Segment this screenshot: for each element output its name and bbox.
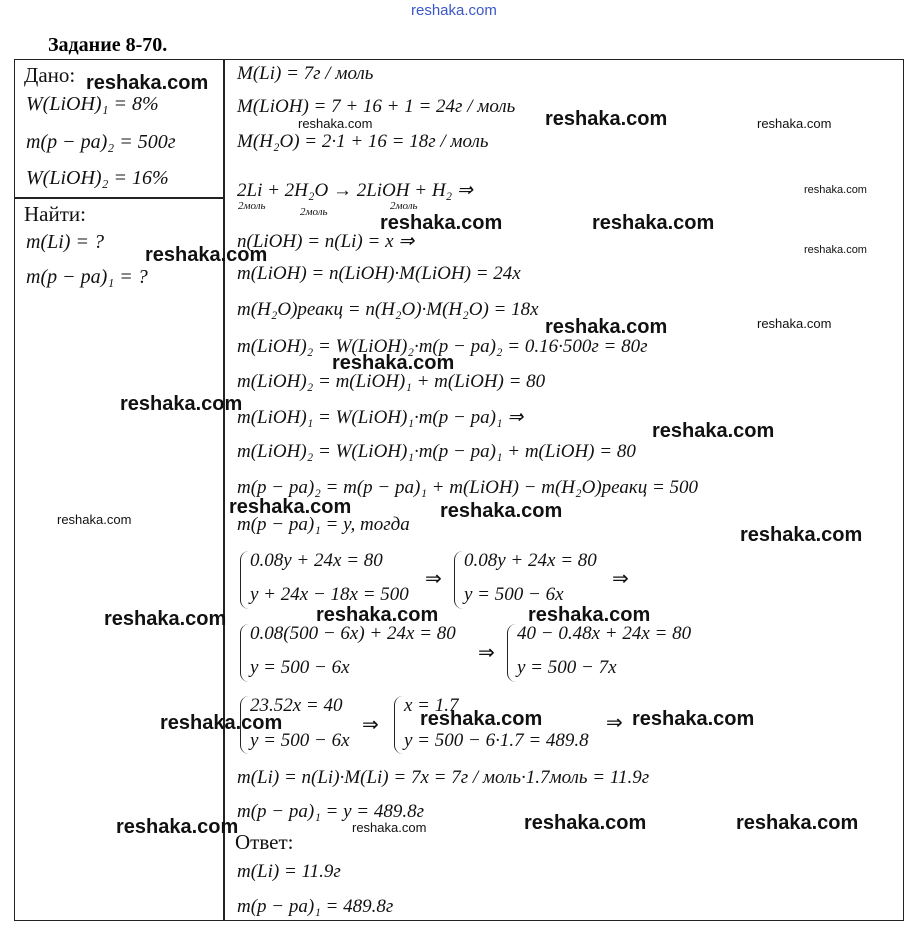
find-item: m(p − pa)₁ = ? bbox=[26, 266, 148, 288]
task-title: Задание 8-70. bbox=[48, 34, 168, 56]
watermark: reshaka.com bbox=[545, 316, 668, 338]
watermark: reshaka.com bbox=[545, 108, 668, 130]
solution-line: m(p − pa)₂ = m(p − pa)₁ + m(LiOH) − m(H₂O)реакц = 500 bbox=[237, 477, 699, 498]
watermark: reshaka.com bbox=[86, 72, 209, 94]
watermark: reshaka.com bbox=[736, 812, 859, 834]
system-eq: 40 − 0.48x + 24x = 80 bbox=[517, 623, 692, 644]
row-divider bbox=[14, 197, 224, 199]
watermark: reshaka.com bbox=[316, 604, 439, 626]
watermark: reshaka.com bbox=[804, 184, 867, 196]
reaction-equation: 2Li + 2H₂O → 2LiOH + H₂ ⇒ bbox=[237, 180, 473, 201]
implies-arrow: ⇒ bbox=[425, 566, 442, 590]
mole-subscript: 2моль bbox=[300, 206, 328, 218]
find-item: m(Li) = ? bbox=[26, 231, 104, 253]
mole-subscript: 2моль bbox=[390, 200, 418, 212]
solution-line: n(LiOH) = n(Li) = x ⇒ bbox=[237, 231, 415, 252]
system-eq: y = 500 − 6x bbox=[250, 730, 350, 751]
implies-arrow: ⇒ bbox=[606, 710, 623, 734]
solution-line: m(LiOH)₂ = m(LiOH)₁ + m(LiOH) = 80 bbox=[237, 371, 546, 392]
system-eq: 0.08(500 − 6x) + 24x = 80 bbox=[250, 623, 456, 644]
implies-arrow: ⇒ bbox=[612, 566, 629, 590]
watermark: reshaka.com bbox=[804, 244, 867, 256]
watermark: reshaka.com bbox=[757, 116, 832, 131]
column-divider bbox=[223, 59, 225, 921]
solution-line: m(LiOH) = n(LiOH)·M(LiOH) = 24x bbox=[237, 263, 521, 284]
mole-subscript: 2моль bbox=[238, 200, 266, 212]
solution-line: M(H₂O) = 2·1 + 16 = 18г / моль bbox=[237, 131, 489, 152]
watermark: reshaka.com bbox=[740, 524, 863, 546]
given-item: W(LiOH)₂ = 16% bbox=[26, 167, 169, 189]
watermark: reshaka.com bbox=[160, 712, 283, 734]
system-eq: 23.52x = 40 bbox=[250, 695, 343, 716]
system-eq: 0.08y + 24x = 80 bbox=[464, 550, 597, 571]
answer-item: m(p − pa)₁ = 489.8г bbox=[237, 896, 394, 917]
solution-line: M(Li) = 7г / моль bbox=[237, 63, 374, 84]
watermark: reshaka.com bbox=[116, 816, 239, 838]
watermark: reshaka.com bbox=[145, 244, 268, 266]
solution-line: M(LiOH) = 7 + 16 + 1 = 24г / моль bbox=[237, 96, 516, 117]
watermark: reshaka.com bbox=[592, 212, 715, 234]
watermark: reshaka.com bbox=[524, 812, 647, 834]
answer-label: Ответ: bbox=[235, 830, 294, 854]
implies-arrow: ⇒ bbox=[362, 712, 379, 736]
system-eq: y = 500 − 7x bbox=[517, 657, 617, 678]
watermark: reshaka.com bbox=[652, 420, 775, 442]
solution-line: m(H₂O)реакц = n(H₂O)·M(H₂O) = 18x bbox=[237, 299, 539, 320]
watermark: reshaka.com bbox=[440, 500, 563, 522]
site-link[interactable]: reshaka.com bbox=[411, 2, 497, 19]
watermark: reshaka.com bbox=[104, 608, 227, 630]
solution-line: m(LiOH)₁ = W(LiOH)₁·m(p − pa)₁ ⇒ bbox=[237, 407, 524, 428]
given-item: m(p − pa)₂ = 500г bbox=[26, 131, 176, 153]
watermark: reshaka.com bbox=[352, 820, 427, 835]
answer-item: m(Li) = 11.9г bbox=[237, 861, 341, 882]
system-eq: 0.08y + 24x = 80 bbox=[250, 550, 383, 571]
system-eq: x = 1.7 bbox=[404, 695, 459, 716]
find-label: Найти: bbox=[24, 202, 86, 226]
solution-line: m(p − pa)₁ = y, тогда bbox=[237, 514, 410, 535]
watermark: reshaka.com bbox=[528, 604, 651, 626]
watermark: reshaka.com bbox=[120, 393, 243, 415]
given-label: Дано: bbox=[24, 63, 76, 87]
solution-line: m(Li) = n(Li)·M(Li) = 7x = 7г / моль·1.7моль = 11.9г bbox=[237, 767, 650, 788]
system-eq: y + 24x − 18x = 500 bbox=[250, 584, 409, 605]
system-eq: y = 500 − 6·1.7 = 489.8 bbox=[404, 730, 589, 751]
solution-line: m(LiOH)₂ = W(LiOH)₂·m(p − pa)₂ = 0.16·500г = 80г bbox=[237, 336, 648, 357]
watermark: reshaka.com bbox=[229, 496, 352, 518]
watermark: reshaka.com bbox=[57, 512, 132, 527]
implies-arrow: ⇒ bbox=[478, 640, 495, 664]
watermark: reshaka.com bbox=[420, 708, 543, 730]
watermark: reshaka.com bbox=[757, 316, 832, 331]
watermark: reshaka.com bbox=[380, 212, 503, 234]
watermark: reshaka.com bbox=[332, 352, 455, 374]
given-item: W(LiOH)₁ = 8% bbox=[26, 93, 159, 115]
system-eq: y = 500 − 6x bbox=[250, 657, 350, 678]
solution-line: m(p − pa)₁ = y = 489.8г bbox=[237, 801, 425, 822]
watermark: reshaka.com bbox=[298, 116, 373, 131]
system-eq: y = 500 − 6x bbox=[464, 584, 564, 605]
solution-line: m(LiOH)₂ = W(LiOH)₁·m(p − pa)₁ + m(LiOH) = 80 bbox=[237, 441, 636, 462]
watermark: reshaka.com bbox=[632, 708, 755, 730]
